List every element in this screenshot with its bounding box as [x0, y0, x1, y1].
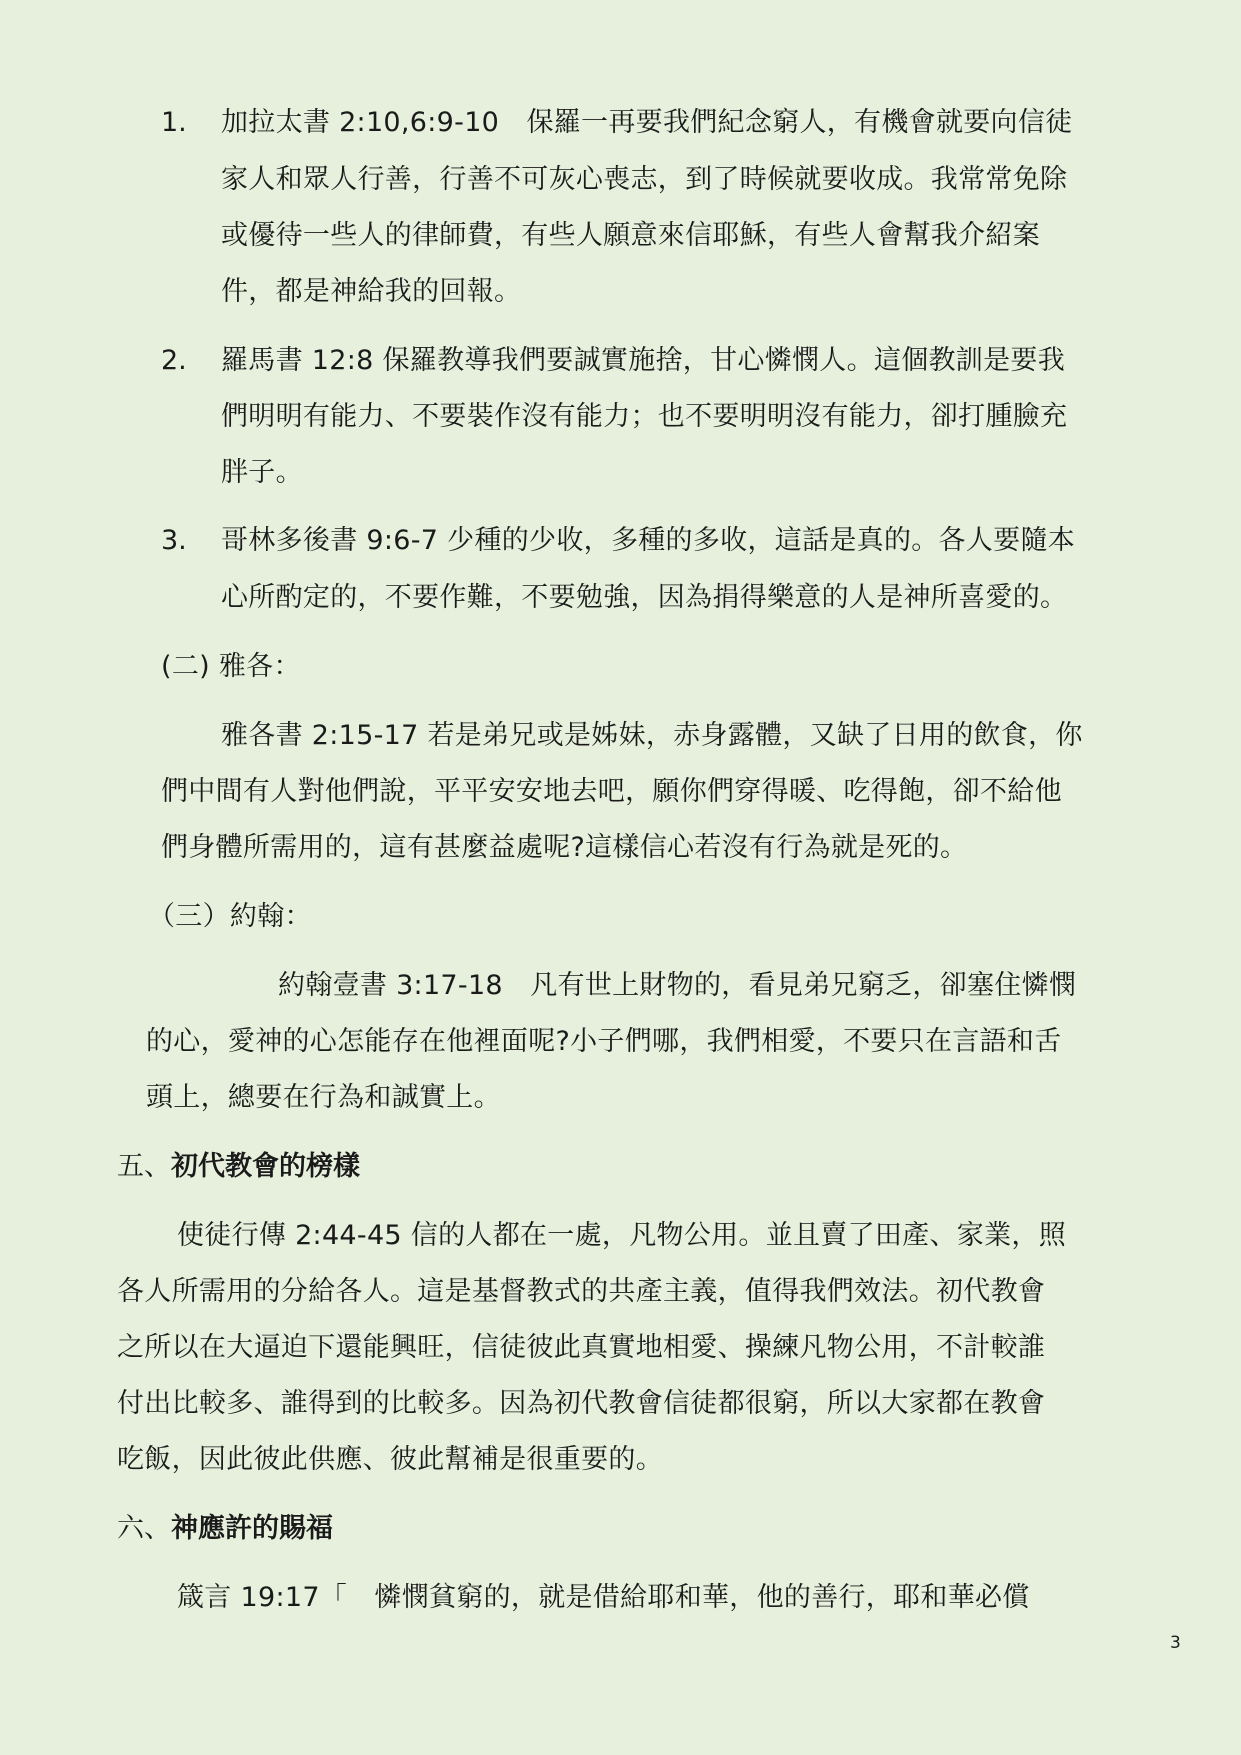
item-3-line-1: 哥林多後書 9:6-7 少種的少收，多種的多收，這話是真的。各人要隨本 [221, 525, 1076, 556]
section-six-line-1: 箴言 19:17「 憐憫貧窮的，就是借給耶和華，他的善行，耶和華必償 [177, 1582, 1030, 1613]
section-five-heading [117, 1147, 360, 1187]
item-1-line-3: 或優待一些人的律師費，有些人願意來信耶穌，有些人會幫我介紹案 [221, 220, 1040, 251]
list-number-3: 3. [161, 525, 187, 556]
item-2-line-3: 胖子。 [221, 457, 303, 488]
section-five-title: 初代教會的榜樣 [171, 1151, 360, 1182]
section-six-title: 神應許的賜福 [171, 1513, 333, 1544]
section-five-line-1: 使徒行傳 2:44-45 信的人都在一處，凡物公用。並且賣了田產、家業，照 [177, 1220, 1066, 1251]
james-heading: (二) 雅各： [161, 651, 301, 682]
john-heading: （三）約翰： [148, 901, 312, 932]
item-1-line-4: 件，都是神給我的回報。 [221, 276, 522, 307]
section-six-prefix: 六、 [117, 1513, 171, 1544]
john-line-3: 頭上，總要在行為和誠實上。 [146, 1082, 501, 1113]
section-five-line-5: 吃飯，因此彼此供應、彼此幫補是很重要的。 [117, 1444, 663, 1475]
list-number-1: 1. [161, 107, 187, 138]
item-2-line-1: 羅馬書 12:8 保羅教導我們要誠實施捨，甘心憐憫人。這個教訓是要我 [221, 345, 1065, 376]
james-line-3: 們身體所需用的，這有甚麼益處呢?這樣信心若沒有行為就是死的。 [161, 832, 968, 863]
section-five-line-4: 付出比較多、誰得到的比較多。因為初代教會信徒都很窮，所以大家都在教會 [117, 1388, 1046, 1419]
section-five-line-3: 之所以在大逼迫下還能興旺，信徒彼此真實地相愛、操練凡物公用，不計較誰 [117, 1332, 1046, 1363]
item-1-line-1: 加拉太書 2:10,6:9-10 保羅一再要我們紀念窮人，有機會就要向信徒 [221, 107, 1073, 138]
section-six-heading [117, 1509, 333, 1549]
list-number-2: 2. [161, 345, 187, 376]
item-1-line-2: 家人和眾人行善，行善不可灰心喪志，到了時候就要收成。我常常免除 [221, 164, 1068, 195]
item-2-line-2: 們明明有能力、不要裝作沒有能力；也不要明明沒有能力，卻打腫臉充 [221, 401, 1068, 432]
page-number: 3 [1170, 1633, 1181, 1653]
john-line-1: 約翰壹書 3:17-18 凡有世上財物的，看見弟兄窮乏，卻塞住憐憫 [278, 970, 1077, 1001]
james-line-1: 雅各書 2:15-17 若是弟兄或是姊妹，赤身露體，又缺了日用的飲食，你 [221, 720, 1083, 751]
item-3-line-2: 心所酌定的，不要作難，不要勉強，因為捐得樂意的人是神所喜愛的。 [221, 582, 1068, 613]
john-line-2: 的心，愛神的心怎能存在他裡面呢?小子們哪，我們相愛，不要只在言語和舌 [146, 1026, 1062, 1057]
section-five-prefix: 五、 [117, 1151, 171, 1182]
section-five-line-2: 各人所需用的分給各人。這是基督教式的共產主義，值得我們效法。初代教會 [117, 1276, 1046, 1307]
james-line-2: 們中間有人對他們說，平平安安地去吧，願你們穿得暖、吃得飽，卻不給他 [161, 776, 1062, 807]
